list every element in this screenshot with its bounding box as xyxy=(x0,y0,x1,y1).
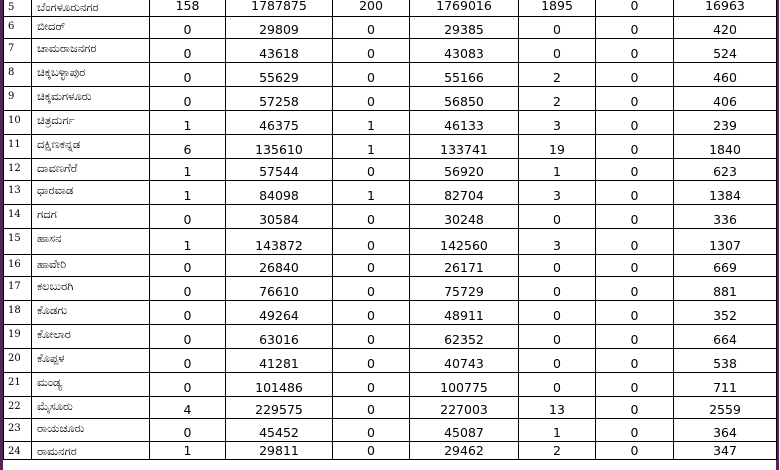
value-cell-7: 336 xyxy=(674,205,777,229)
value-cell-7: 669 xyxy=(674,255,777,277)
value-cell-7: 239 xyxy=(674,111,777,135)
value-cell-7: 364 xyxy=(674,419,777,442)
value-cell-5: 0 xyxy=(519,17,596,39)
value-cell-7: 2559 xyxy=(674,397,777,419)
value-cell-1: 1 xyxy=(150,181,226,205)
value-cell-2: 55629 xyxy=(226,63,333,87)
value-cell-1: 1 xyxy=(150,111,226,135)
value-cell-4: 55166 xyxy=(410,63,519,87)
table-row xyxy=(4,349,777,373)
district-name-cell: ಕೋಲಾರ xyxy=(32,325,150,349)
district-name-cell: ಗದಗ xyxy=(32,205,150,229)
value-cell-4: 227003 xyxy=(410,397,519,419)
value-cell-4: 133741 xyxy=(410,135,519,159)
serial-number-cell: 15 xyxy=(4,229,32,255)
value-cell-1: 0 xyxy=(150,87,226,111)
value-cell-3: 0 xyxy=(333,349,410,373)
serial-number-cell: 22 xyxy=(4,397,32,419)
value-cell-7: 16963 xyxy=(674,0,777,17)
value-cell-5: 0 xyxy=(519,39,596,63)
district-name-cell: ಬೆಂಗಳೂರುನಗರ xyxy=(32,0,150,17)
value-cell-1: 0 xyxy=(150,277,226,301)
value-cell-6: 0 xyxy=(596,39,674,63)
value-cell-7: 352 xyxy=(674,301,777,325)
value-cell-2: 26840 xyxy=(226,255,333,277)
serial-number-cell: 9 xyxy=(4,87,32,111)
district-name-cell: ಚಿಕ್ಕಮಗಳೂರು xyxy=(32,87,150,111)
serial-number-cell: 12 xyxy=(4,159,32,181)
value-cell-5: 1895 xyxy=(519,0,596,17)
district-name-cell: ಮೈಸೂರು xyxy=(32,397,150,419)
district-name-cell: ಮಂಡ್ಯ xyxy=(32,373,150,397)
district-name-cell: ದಾವಣಗೆರೆ xyxy=(32,159,150,181)
serial-number-cell: 21 xyxy=(4,373,32,397)
value-cell-3: 1 xyxy=(333,111,410,135)
value-cell-3: 0 xyxy=(333,17,410,39)
value-cell-2: 229575 xyxy=(226,397,333,419)
value-cell-6: 0 xyxy=(596,277,674,301)
table-row xyxy=(4,277,777,301)
value-cell-5: 13 xyxy=(519,397,596,419)
value-cell-3: 0 xyxy=(333,63,410,87)
district-data-table xyxy=(3,0,777,460)
value-cell-4: 29462 xyxy=(410,442,519,460)
value-cell-5: 1 xyxy=(519,419,596,442)
table-row xyxy=(4,87,777,111)
value-cell-6: 0 xyxy=(596,397,674,419)
value-cell-3: 1 xyxy=(333,181,410,205)
table-row xyxy=(4,325,777,349)
value-cell-6: 0 xyxy=(596,159,674,181)
value-cell-5: 2 xyxy=(519,87,596,111)
value-cell-3: 0 xyxy=(333,39,410,63)
serial-number-cell: 23 xyxy=(4,419,32,442)
value-cell-6: 0 xyxy=(596,181,674,205)
table-row xyxy=(4,181,777,205)
value-cell-7: 460 xyxy=(674,63,777,87)
table-row xyxy=(4,229,777,255)
value-cell-7: 623 xyxy=(674,159,777,181)
table-row xyxy=(4,0,777,17)
value-cell-5: 0 xyxy=(519,205,596,229)
value-cell-3: 0 xyxy=(333,87,410,111)
value-cell-2: 1787875 xyxy=(226,0,333,17)
serial-number-cell: 20 xyxy=(4,349,32,373)
value-cell-5: 0 xyxy=(519,255,596,277)
value-cell-5: 1 xyxy=(519,159,596,181)
table-row xyxy=(4,397,777,419)
value-cell-6: 0 xyxy=(596,87,674,111)
value-cell-2: 30584 xyxy=(226,205,333,229)
value-cell-1: 0 xyxy=(150,39,226,63)
value-cell-6: 0 xyxy=(596,325,674,349)
table-row xyxy=(4,111,777,135)
table-row xyxy=(4,301,777,325)
value-cell-6: 0 xyxy=(596,63,674,87)
value-cell-1: 1 xyxy=(150,159,226,181)
value-cell-4: 75729 xyxy=(410,277,519,301)
value-cell-6: 0 xyxy=(596,301,674,325)
serial-number-cell: 24 xyxy=(4,442,32,460)
value-cell-4: 100775 xyxy=(410,373,519,397)
value-cell-5: 0 xyxy=(519,325,596,349)
value-cell-2: 29811 xyxy=(226,442,333,460)
value-cell-7: 406 xyxy=(674,87,777,111)
value-cell-4: 29385 xyxy=(410,17,519,39)
table-row xyxy=(4,159,777,181)
district-name-cell: ಧಾರವಾಡ xyxy=(32,181,150,205)
value-cell-1: 0 xyxy=(150,419,226,442)
district-name-cell: ಹಾಸನ xyxy=(32,229,150,255)
value-cell-1: 0 xyxy=(150,373,226,397)
value-cell-2: 41281 xyxy=(226,349,333,373)
value-cell-5: 0 xyxy=(519,301,596,325)
table-body xyxy=(4,0,777,460)
value-cell-2: 143872 xyxy=(226,229,333,255)
value-cell-2: 29809 xyxy=(226,17,333,39)
value-cell-3: 1 xyxy=(333,135,410,159)
value-cell-4: 45087 xyxy=(410,419,519,442)
value-cell-2: 76610 xyxy=(226,277,333,301)
value-cell-4: 82704 xyxy=(410,181,519,205)
value-cell-7: 347 xyxy=(674,442,777,460)
value-cell-2: 46375 xyxy=(226,111,333,135)
serial-number-cell: 11 xyxy=(4,135,32,159)
value-cell-1: 0 xyxy=(150,325,226,349)
value-cell-3: 0 xyxy=(333,301,410,325)
value-cell-4: 142560 xyxy=(410,229,519,255)
serial-number-cell: 14 xyxy=(4,205,32,229)
value-cell-4: 48911 xyxy=(410,301,519,325)
value-cell-1: 4 xyxy=(150,397,226,419)
table-row xyxy=(4,255,777,277)
district-name-cell: ಚಿತ್ರದುರ್ಗ xyxy=(32,111,150,135)
table-row xyxy=(4,419,777,442)
value-cell-7: 1840 xyxy=(674,135,777,159)
value-cell-1: 0 xyxy=(150,255,226,277)
value-cell-1: 0 xyxy=(150,205,226,229)
serial-number-cell: 5 xyxy=(4,0,32,17)
value-cell-1: 0 xyxy=(150,63,226,87)
value-cell-4: 1769016 xyxy=(410,0,519,17)
value-cell-2: 43618 xyxy=(226,39,333,63)
value-cell-4: 56920 xyxy=(410,159,519,181)
district-name-cell: ರಾಯಚೂರು xyxy=(32,419,150,442)
value-cell-7: 881 xyxy=(674,277,777,301)
value-cell-4: 30248 xyxy=(410,205,519,229)
value-cell-3: 0 xyxy=(333,229,410,255)
value-cell-4: 56850 xyxy=(410,87,519,111)
value-cell-5: 3 xyxy=(519,181,596,205)
value-cell-6: 0 xyxy=(596,205,674,229)
serial-number-cell: 17 xyxy=(4,277,32,301)
value-cell-4: 62352 xyxy=(410,325,519,349)
value-cell-4: 26171 xyxy=(410,255,519,277)
value-cell-6: 0 xyxy=(596,442,674,460)
table-row xyxy=(4,442,777,460)
value-cell-6: 0 xyxy=(596,0,674,17)
table-row xyxy=(4,17,777,39)
value-cell-4: 46133 xyxy=(410,111,519,135)
serial-number-cell: 10 xyxy=(4,111,32,135)
value-cell-7: 420 xyxy=(674,17,777,39)
district-name-cell: ಕೊಪ್ಪಳ xyxy=(32,349,150,373)
value-cell-1: 0 xyxy=(150,301,226,325)
serial-number-cell: 19 xyxy=(4,325,32,349)
value-cell-6: 0 xyxy=(596,17,674,39)
district-name-cell: ಹಾವೇರಿ xyxy=(32,255,150,277)
serial-number-cell: 18 xyxy=(4,301,32,325)
table-row xyxy=(4,39,777,63)
value-cell-5: 19 xyxy=(519,135,596,159)
value-cell-3: 0 xyxy=(333,325,410,349)
district-name-cell: ಕೊಡಗು xyxy=(32,301,150,325)
value-cell-2: 101486 xyxy=(226,373,333,397)
value-cell-3: 0 xyxy=(333,205,410,229)
table-row xyxy=(4,135,777,159)
value-cell-6: 0 xyxy=(596,229,674,255)
serial-number-cell: 16 xyxy=(4,255,32,277)
serial-number-cell: 7 xyxy=(4,39,32,63)
value-cell-1: 0 xyxy=(150,17,226,39)
value-cell-3: 200 xyxy=(333,0,410,17)
value-cell-1: 1 xyxy=(150,229,226,255)
table-row xyxy=(4,63,777,87)
value-cell-1: 1 xyxy=(150,442,226,460)
value-cell-4: 43083 xyxy=(410,39,519,63)
value-cell-3: 0 xyxy=(333,373,410,397)
value-cell-7: 1307 xyxy=(674,229,777,255)
value-cell-5: 3 xyxy=(519,111,596,135)
district-name-cell: ಚಿಕ್ಕಬಳ್ಳಾಪುರ xyxy=(32,63,150,87)
value-cell-3: 0 xyxy=(333,159,410,181)
serial-number-cell: 13 xyxy=(4,181,32,205)
value-cell-2: 45452 xyxy=(226,419,333,442)
value-cell-1: 0 xyxy=(150,349,226,373)
district-name-cell: ರಾಮನಗರ xyxy=(32,442,150,460)
table-row xyxy=(4,205,777,229)
value-cell-3: 0 xyxy=(333,255,410,277)
value-cell-2: 57544 xyxy=(226,159,333,181)
value-cell-7: 524 xyxy=(674,39,777,63)
value-cell-6: 0 xyxy=(596,419,674,442)
value-cell-5: 0 xyxy=(519,349,596,373)
value-cell-7: 711 xyxy=(674,373,777,397)
value-cell-6: 0 xyxy=(596,349,674,373)
value-cell-1: 6 xyxy=(150,135,226,159)
value-cell-5: 2 xyxy=(519,63,596,87)
value-cell-3: 0 xyxy=(333,442,410,460)
value-cell-5: 2 xyxy=(519,442,596,460)
value-cell-7: 664 xyxy=(674,325,777,349)
value-cell-6: 0 xyxy=(596,111,674,135)
value-cell-2: 49264 xyxy=(226,301,333,325)
district-name-cell: ಬೀದರ್ xyxy=(32,17,150,39)
value-cell-6: 0 xyxy=(596,373,674,397)
value-cell-3: 0 xyxy=(333,277,410,301)
value-cell-5: 0 xyxy=(519,277,596,301)
table-row xyxy=(4,373,777,397)
district-name-cell: ದಕ್ಷಿಣಕನ್ನಡ xyxy=(32,135,150,159)
district-name-cell: ಚಾಮರಾಜನಗರ xyxy=(32,39,150,63)
serial-number-cell: 8 xyxy=(4,63,32,87)
value-cell-5: 0 xyxy=(519,373,596,397)
value-cell-7: 538 xyxy=(674,349,777,373)
value-cell-2: 57258 xyxy=(226,87,333,111)
value-cell-7: 1384 xyxy=(674,181,777,205)
district-name-cell: ಕಲಬುರಗಿ xyxy=(32,277,150,301)
value-cell-2: 84098 xyxy=(226,181,333,205)
value-cell-2: 63016 xyxy=(226,325,333,349)
value-cell-6: 0 xyxy=(596,135,674,159)
value-cell-3: 0 xyxy=(333,397,410,419)
value-cell-4: 40743 xyxy=(410,349,519,373)
value-cell-1: 158 xyxy=(150,0,226,17)
value-cell-5: 3 xyxy=(519,229,596,255)
serial-number-cell: 6 xyxy=(4,17,32,39)
value-cell-2: 135610 xyxy=(226,135,333,159)
value-cell-3: 0 xyxy=(333,419,410,442)
value-cell-6: 0 xyxy=(596,255,674,277)
